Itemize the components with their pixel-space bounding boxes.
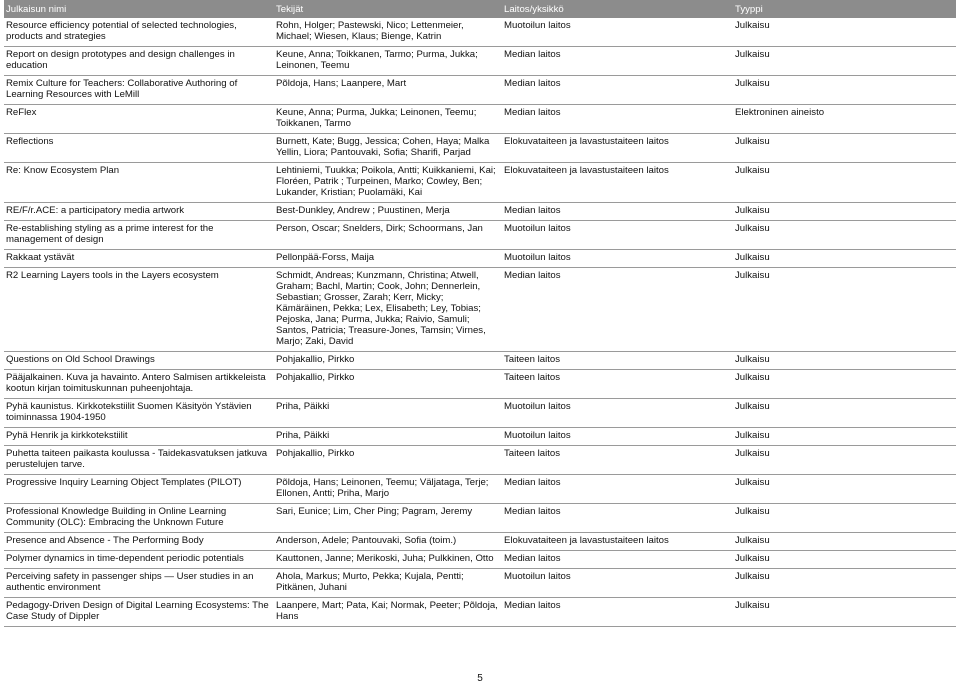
cell-authors: Pohjakallio, Pirkko	[274, 446, 502, 475]
header-type: Tyyppi	[733, 0, 956, 18]
cell-type: Julkaisu	[733, 598, 956, 627]
cell-authors: Keune, Anna; Purma, Jukka; Leinonen, Teemu; Toikkanen, Tarmo	[274, 105, 502, 134]
cell-authors: Keune, Anna; Toikkanen, Tarmo; Purma, Jukka; Leinonen, Teemu	[274, 47, 502, 76]
page-number: 5	[477, 673, 483, 684]
cell-title: Remix Culture for Teachers: Collaborative Authoring of Learning Resources with LeMill	[4, 76, 274, 105]
cell-title: R2 Learning Layers tools in the Layers ecosystem	[4, 268, 274, 352]
cell-authors: Põldoja, Hans; Leinonen, Teemu; Väljataga, Terje; Ellonen, Antti; Priha, Marjo	[274, 475, 502, 504]
cell-authors: Anderson, Adele; Pantouvaki, Sofia (toim.)	[274, 533, 502, 551]
cell-department: Median laitos	[502, 551, 733, 569]
header-department: Laitos/yksikkö	[502, 0, 733, 18]
cell-authors: Pellonpää-Forss, Maija	[274, 250, 502, 268]
cell-type: Julkaisu	[733, 163, 956, 203]
table-header-row	[4, 0, 956, 18]
table-row	[4, 163, 956, 203]
cell-authors: Priha, Päikki	[274, 399, 502, 428]
table-row	[4, 569, 956, 598]
table-row	[4, 428, 956, 446]
table-row	[4, 551, 956, 569]
table-row	[4, 203, 956, 221]
table-row	[4, 533, 956, 551]
cell-type: Julkaisu	[733, 268, 956, 352]
cell-type: Julkaisu	[733, 504, 956, 533]
table-row	[4, 504, 956, 533]
cell-title: Polymer dynamics in time-dependent periodic potentials	[4, 551, 274, 569]
cell-title: Re: Know Ecosystem Plan	[4, 163, 274, 203]
cell-department: Muotoilun laitos	[502, 399, 733, 428]
cell-type: Julkaisu	[733, 446, 956, 475]
cell-authors: Sari, Eunice; Lim, Cher Ping; Pagram, Jeremy	[274, 504, 502, 533]
cell-department: Median laitos	[502, 268, 733, 352]
cell-authors: Kauttonen, Janne; Merikoski, Juha; Pulkkinen, Otto	[274, 551, 502, 569]
cell-type: Julkaisu	[733, 569, 956, 598]
cell-title: Report on design prototypes and design challenges in education	[4, 47, 274, 76]
cell-department: Muotoilun laitos	[502, 569, 733, 598]
publication-list-page	[4, 0, 956, 627]
cell-title: Reflections	[4, 134, 274, 163]
cell-authors: Schmidt, Andreas; Kunzmann, Christina; Atwell, Graham; Bachl, Martin; Cook, John; Dennerlein, Sebastian; Grosser, Zarah; Kerr, Micky; Kämäräinen, Pekka; Lex, Elisabeth; Ley, Tobias; Pejoska, Jana; Purma, Jukka; Raivio, Samuli; Santos, Patricia; Treasure-Jones, Tamsin; Virnes, Marjo; Zaki, David	[274, 268, 502, 352]
cell-department: Median laitos	[502, 105, 733, 134]
table-row	[4, 370, 956, 399]
table-row	[4, 399, 956, 428]
cell-title: Rakkaat ystävät	[4, 250, 274, 268]
cell-type: Julkaisu	[733, 370, 956, 399]
cell-type: Julkaisu	[733, 18, 956, 47]
table-row	[4, 475, 956, 504]
cell-department: Taiteen laitos	[502, 352, 733, 370]
cell-type: Julkaisu	[733, 47, 956, 76]
cell-department: Median laitos	[502, 504, 733, 533]
cell-authors: Põldoja, Hans; Laanpere, Mart	[274, 76, 502, 105]
cell-authors: Best-Dunkley, Andrew ; Puustinen, Merja	[274, 203, 502, 221]
cell-type: Julkaisu	[733, 250, 956, 268]
header-authors: Tekijät	[274, 0, 502, 18]
publication-table	[4, 0, 956, 627]
cell-authors: Pohjakallio, Pirkko	[274, 370, 502, 399]
cell-title: Perceiving safety in passenger ships — User studies in an authentic environment	[4, 569, 274, 598]
header-title: Julkaisun nimi	[4, 0, 274, 18]
cell-authors: Laanpere, Mart; Pata, Kai; Normak, Peeter; Põldoja, Hans	[274, 598, 502, 627]
cell-authors: Burnett, Kate; Bugg, Jessica; Cohen, Haya; Malka Yellin, Liora; Pantouvaki, Sofia; Sharifi, Parjad	[274, 134, 502, 163]
cell-authors: Pohjakallio, Pirkko	[274, 352, 502, 370]
cell-department: Median laitos	[502, 47, 733, 76]
cell-department: Elokuvataiteen ja lavastustaiteen laitos	[502, 134, 733, 163]
cell-authors: Ahola, Markus; Murto, Pekka; Kujala, Pentti; Pitkänen, Juhani	[274, 569, 502, 598]
cell-department: Taiteen laitos	[502, 446, 733, 475]
cell-department: Muotoilun laitos	[502, 221, 733, 250]
cell-type: Julkaisu	[733, 352, 956, 370]
table-row	[4, 268, 956, 352]
table-row	[4, 105, 956, 134]
cell-title: Re-establishing styling as a prime interest for the management of design	[4, 221, 274, 250]
cell-department: Median laitos	[502, 203, 733, 221]
cell-authors: Person, Oscar; Snelders, Dirk; Schoormans, Jan	[274, 221, 502, 250]
cell-department: Elokuvataiteen ja lavastustaiteen laitos	[502, 533, 733, 551]
cell-department: Muotoilun laitos	[502, 428, 733, 446]
cell-title: Resource efficiency potential of selected technologies, products and strategies	[4, 18, 274, 47]
cell-department: Median laitos	[502, 475, 733, 504]
table-row	[4, 134, 956, 163]
cell-title: Pääjalkainen. Kuva ja havainto. Antero Salmisen artikkeleista kootun kirjan toimituskunnan puheenjohtaja.	[4, 370, 274, 399]
cell-type: Julkaisu	[733, 203, 956, 221]
cell-type: Julkaisu	[733, 475, 956, 504]
cell-type: Elektroninen aineisto	[733, 105, 956, 134]
table-body	[4, 18, 956, 627]
cell-type: Julkaisu	[733, 551, 956, 569]
table-row	[4, 18, 956, 47]
cell-department: Elokuvataiteen ja lavastustaiteen laitos	[502, 163, 733, 203]
table-row	[4, 76, 956, 105]
table-row	[4, 446, 956, 475]
table-row	[4, 352, 956, 370]
cell-type: Julkaisu	[733, 428, 956, 446]
cell-type: Julkaisu	[733, 76, 956, 105]
cell-type: Julkaisu	[733, 221, 956, 250]
cell-department: Median laitos	[502, 598, 733, 627]
cell-title: Pyhä kaunistus. Kirkkotekstiilit Suomen Käsityön Ystävien toiminnassa 1904-1950	[4, 399, 274, 428]
cell-title: Presence and Absence - The Performing Body	[4, 533, 274, 551]
cell-title: Progressive Inquiry Learning Object Templates (PILOT)	[4, 475, 274, 504]
cell-authors: Priha, Päikki	[274, 428, 502, 446]
cell-title: Professional Knowledge Building in Online Learning Community (OLC): Embracing the Unknown Future	[4, 504, 274, 533]
table-row	[4, 47, 956, 76]
cell-authors: Rohn, Holger; Pastewski, Nico; Lettenmeier, Michael; Wiesen, Klaus; Bienge, Katrin	[274, 18, 502, 47]
cell-type: Julkaisu	[733, 399, 956, 428]
cell-title: Questions on Old School Drawings	[4, 352, 274, 370]
cell-department: Taiteen laitos	[502, 370, 733, 399]
cell-department: Muotoilun laitos	[502, 18, 733, 47]
cell-title: RE/F/r.ACE: a participatory media artwork	[4, 203, 274, 221]
table-row	[4, 250, 956, 268]
cell-title: Pedagogy-Driven Design of Digital Learning Ecosystems: The Case Study of Dippler	[4, 598, 274, 627]
cell-department: Muotoilun laitos	[502, 250, 733, 268]
table-row	[4, 598, 956, 627]
cell-title: Pyhä Henrik ja kirkkotekstiilit	[4, 428, 274, 446]
cell-title: ReFlex	[4, 105, 274, 134]
cell-type: Julkaisu	[733, 533, 956, 551]
cell-type: Julkaisu	[733, 134, 956, 163]
cell-title: Puhetta taiteen paikasta koulussa - Taidekasvatuksen jatkuva perustelujen tarve.	[4, 446, 274, 475]
cell-department: Median laitos	[502, 76, 733, 105]
table-row	[4, 221, 956, 250]
cell-authors: Lehtiniemi, Tuukka; Poikola, Antti; Kuikkaniemi, Kai; Floréen, Patrik ; Turpeinen, Marko; Cowley, Ben; Lukander, Kristian; Puolamäki, Kai	[274, 163, 502, 203]
